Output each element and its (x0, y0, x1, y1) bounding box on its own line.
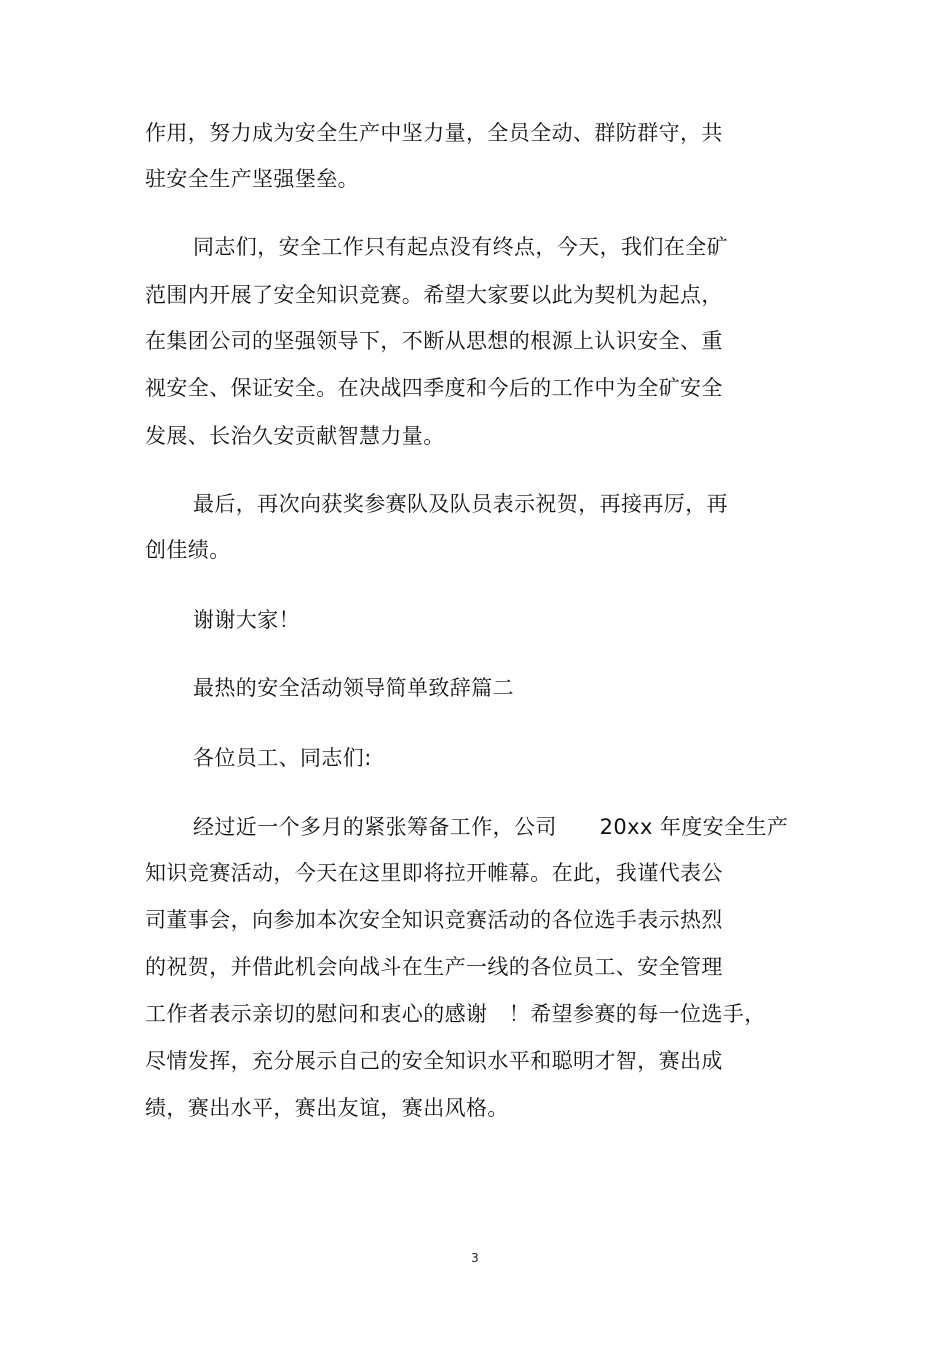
body-text-line: 尽情发挥，充分展示自己的安全知识水平和聪明才智，赛出成 (145, 1049, 723, 1073)
section-heading: 最热的安全活动领导简单致辞篇二 (193, 676, 514, 700)
body-text-line: 的祝贺，并借此机会向战斗在生产一线的各位员工、安全管理 (145, 955, 723, 979)
salutation: 各位员工、同志们: (193, 746, 372, 770)
body-text-line: 发展、长治久安贡献智慧力量。 (145, 424, 445, 448)
body-text-line: 同志们，安全工作只有起点没有终点，今天，我们在全矿 (193, 235, 728, 259)
body-text-line: 视安全、保证安全。在决战四季度和今后的工作中为全矿安全 (145, 376, 723, 400)
body-text-line: 经过近一个多月的紧张筹备工作，公司 20xx 年度安全生产 (193, 815, 789, 839)
body-text-line: 驻安全生产坚强堡垒。 (145, 167, 359, 191)
body-text-line: 范围内开展了安全知识竞赛。希望大家要以此为契机为起点， (145, 283, 723, 307)
body-text-line: 作用，努力成为安全生产中坚力量，全员全动、群防群守，共 (145, 121, 723, 145)
body-text-line: 工作者表示亲切的慰问和衷心的感谢 ！希望参赛的每一位选手， (145, 1002, 766, 1026)
body-text-line: 创佳绩。 (145, 538, 231, 562)
page-number: 3 (471, 1251, 479, 1265)
body-text-line: 司董事会，向参加本次安全知识竞赛活动的各位选手表示热烈 (145, 908, 723, 932)
body-text-line: 在集团公司的坚强领导下，不断从思想的根源上认识安全、重 (145, 329, 723, 353)
body-text-line: 绩，赛出水平，赛出友谊，赛出风格。 (145, 1096, 509, 1120)
body-text-line: 谢谢大家！ (193, 608, 300, 632)
body-text-line: 知识竞赛活动，今天在这里即将拉开帷幕。在此，我谨代表公 (145, 861, 723, 885)
body-text-line: 最后，再次向获奖参赛队及队员表示祝贺，再接再厉，再 (193, 492, 728, 516)
